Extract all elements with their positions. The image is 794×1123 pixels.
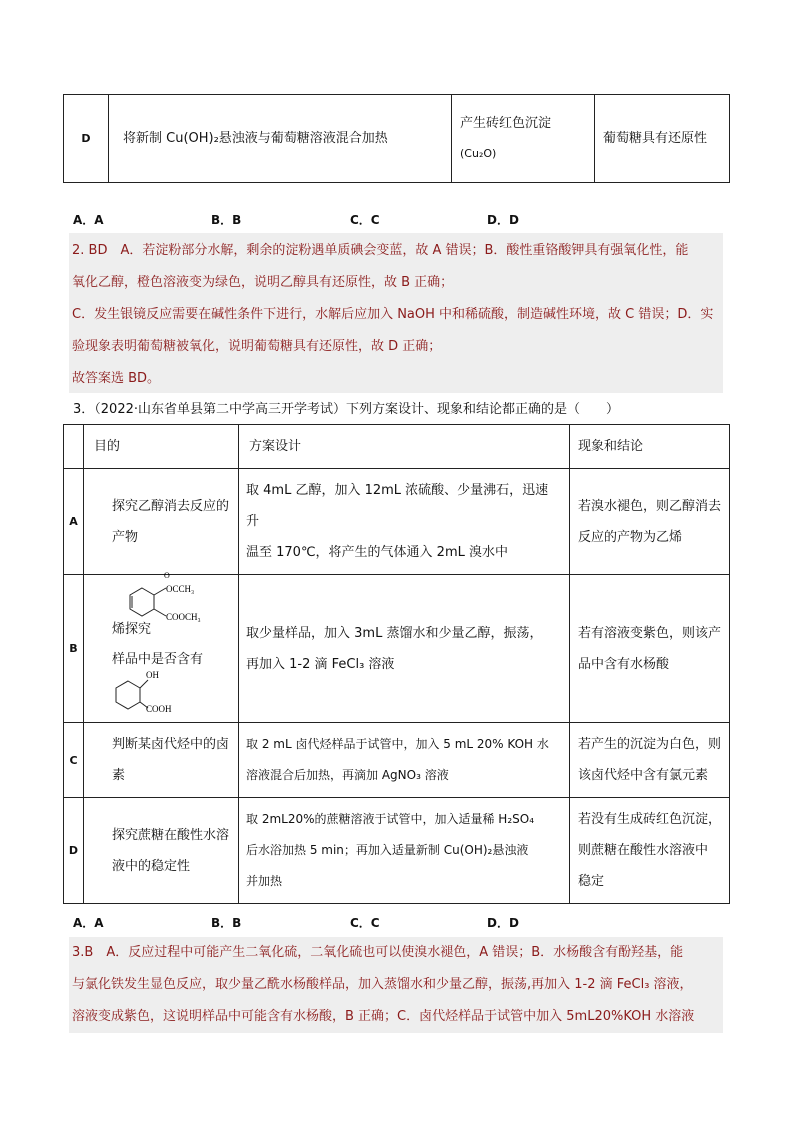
purpose-text bbox=[112, 615, 203, 675]
option-d: D．D bbox=[487, 213, 519, 227]
text-line: 若有溶液变紫色，则该产 bbox=[578, 625, 722, 641]
q3-answer-block bbox=[69, 937, 723, 1033]
option-d: D．D bbox=[487, 916, 519, 930]
answer-line: 与氯化铁发生显色反应，取少量乙酰水杨酸样品，加入蒸馏水和少量乙醇，振荡,再加入 1-2 滴 FeCl₃ 溶液， bbox=[72, 977, 693, 992]
text-line: 溶液混合后加热，再滴加 AgNO₃ 溶液 bbox=[246, 768, 449, 782]
result-cell bbox=[570, 723, 730, 798]
header-design: 方案设计 bbox=[239, 425, 570, 469]
text-line: 若溴水褪色，则乙醇消去 bbox=[578, 498, 722, 514]
option-c: C．C bbox=[350, 213, 380, 227]
result-cell bbox=[570, 575, 730, 723]
option-b: B．B bbox=[211, 213, 242, 227]
purpose-cell bbox=[84, 570, 239, 723]
result-cell bbox=[570, 798, 730, 904]
acid-label: COOCH₃ bbox=[166, 611, 201, 622]
phenomenon-cell bbox=[452, 95, 595, 183]
purpose-cell bbox=[84, 723, 239, 798]
text-line: 探究乙醇消去反应的 bbox=[112, 498, 230, 514]
row-letter: A bbox=[64, 469, 84, 575]
text-line: 稳定 bbox=[578, 874, 605, 889]
row-letter: D bbox=[64, 95, 109, 183]
text-line: 若没有生成砖红色沉淀， bbox=[578, 812, 722, 827]
header-result: 现象和结论 bbox=[570, 425, 730, 469]
table-row bbox=[64, 723, 730, 798]
text-line: 温至 170℃，将产生的气体通入 2mL 溴水中 bbox=[246, 545, 508, 560]
text-line: 产物 bbox=[112, 529, 139, 545]
text-line: 若产生的沉淀为白色，则 bbox=[578, 737, 722, 752]
text-line: 判断某卤代烃中的卤 bbox=[112, 737, 230, 752]
option-a: A．A bbox=[73, 916, 104, 930]
text-line: 取 2 mL 卤代烃样品于试管中，加入 5 mL 20% KOH 水 bbox=[246, 737, 549, 751]
answer-line: 2. BD A．若淀粉部分水解，剩余的淀粉遇单质碘会变蓝，故 A 错误；B．酸性重铬酸钾具有强氧化性，能 bbox=[72, 243, 689, 258]
text-line: 取少量样品，加入 3mL 蒸馏水和少量乙醇，振荡， bbox=[246, 625, 543, 641]
row-letter: C bbox=[64, 723, 84, 798]
answer-line: 3.B A．反应过程中可能产生二氧化硫，二氧化硫也可以使溴水褪色，A 错误；B．水杨酸含有酚羟基，能 bbox=[72, 945, 684, 960]
table-row bbox=[64, 798, 730, 904]
answer-line: 溶液变成紫色，这说明样品中可能含有水杨酸，B 正确；C．卤代烃样品于试管中加入 5mL20%KOH 水溶液 bbox=[72, 1009, 695, 1024]
phenomenon-line: (Cu₂O) bbox=[460, 146, 497, 160]
design-cell bbox=[239, 798, 570, 904]
answer-line: 验现象表明葡萄糖被氧化，说明葡萄糖具有还原性，故 D 正确； bbox=[72, 339, 442, 354]
text-line: 液中的稳定性 bbox=[112, 858, 191, 874]
answer-line: C．发生银镜反应需要在碱性条件下进行，水解后应加入 NaOH 中和稀硫酸，制造碱性环境，故 C 错误；D．实 bbox=[72, 307, 714, 322]
question-3-table bbox=[63, 424, 730, 904]
option-c: C．C bbox=[350, 916, 380, 930]
design-cell bbox=[239, 723, 570, 798]
text-line: 并加热 bbox=[246, 874, 283, 888]
text-line: 则蔗糖在酸性水溶液中 bbox=[578, 843, 709, 858]
text-line: 烯探究 bbox=[112, 622, 152, 637]
phenomenon-line: 产生砖红色沉淀 bbox=[460, 115, 552, 131]
design-cell bbox=[239, 469, 570, 575]
table-header-row bbox=[64, 425, 730, 469]
text-line: 探究蔗糖在酸性水溶 bbox=[112, 827, 230, 843]
ester-label: OCCH₃ bbox=[166, 583, 195, 594]
text-line: 后水浴加热 5 min；再加入适量新制 Cu(OH)₂悬浊液 bbox=[246, 843, 529, 857]
carbonyl-o-label: O bbox=[164, 570, 170, 580]
table-row bbox=[64, 469, 730, 575]
operation-cell: 将新制 Cu(OH)₂悬浊液与葡萄糖溶液混合加热 bbox=[109, 95, 452, 183]
text-line: 再加入 1-2 滴 FeCl₃ 溶液 bbox=[246, 656, 395, 672]
table-row bbox=[64, 95, 730, 183]
header-purpose: 目的 bbox=[84, 425, 239, 469]
answer-line: 故答案选 BD。 bbox=[72, 371, 161, 386]
row-letter: B bbox=[64, 575, 84, 723]
text-line: 品中含有水杨酸 bbox=[578, 656, 670, 672]
text-line: 样品中是否含有 bbox=[112, 652, 204, 667]
row-letter: D bbox=[64, 798, 84, 904]
oh-label: OH bbox=[146, 669, 159, 680]
corner-cell bbox=[64, 425, 84, 469]
conclusion-cell: 葡萄糖具有还原性 bbox=[595, 95, 730, 183]
answer-line: 氧化乙醇，橙色溶液变为绿色，说明乙醇具有还原性，故 B 正确； bbox=[72, 275, 454, 290]
question-3-title: 3．（2022·山东省单县第二中学高三开学考试）下列方案设计、现象和结论都正确的是（ ） bbox=[73, 402, 619, 417]
previous-question-table bbox=[63, 94, 730, 183]
text-line: 取 4mL 乙醇，加入 12mL 浓硫酸、少量沸石，迅速升 bbox=[246, 483, 549, 529]
q2-answer-block bbox=[69, 233, 723, 393]
table-row bbox=[64, 575, 730, 723]
text-line: 取 2mL20%的蔗糖溶液于试管中，加入适量稀 H₂SO₄ bbox=[246, 812, 535, 826]
option-b: B．B bbox=[211, 916, 242, 930]
purpose-cell bbox=[84, 469, 239, 575]
text-line: 反应的产物为乙烯 bbox=[578, 529, 683, 545]
text-line: 该卤代烃中含有氯元素 bbox=[578, 768, 709, 783]
design-cell bbox=[239, 575, 570, 723]
text-line: 素 bbox=[112, 768, 126, 783]
option-a: A．A bbox=[73, 213, 104, 227]
purpose-cell bbox=[84, 798, 239, 904]
cooh-label: COOH bbox=[146, 703, 172, 714]
result-cell bbox=[570, 469, 730, 575]
